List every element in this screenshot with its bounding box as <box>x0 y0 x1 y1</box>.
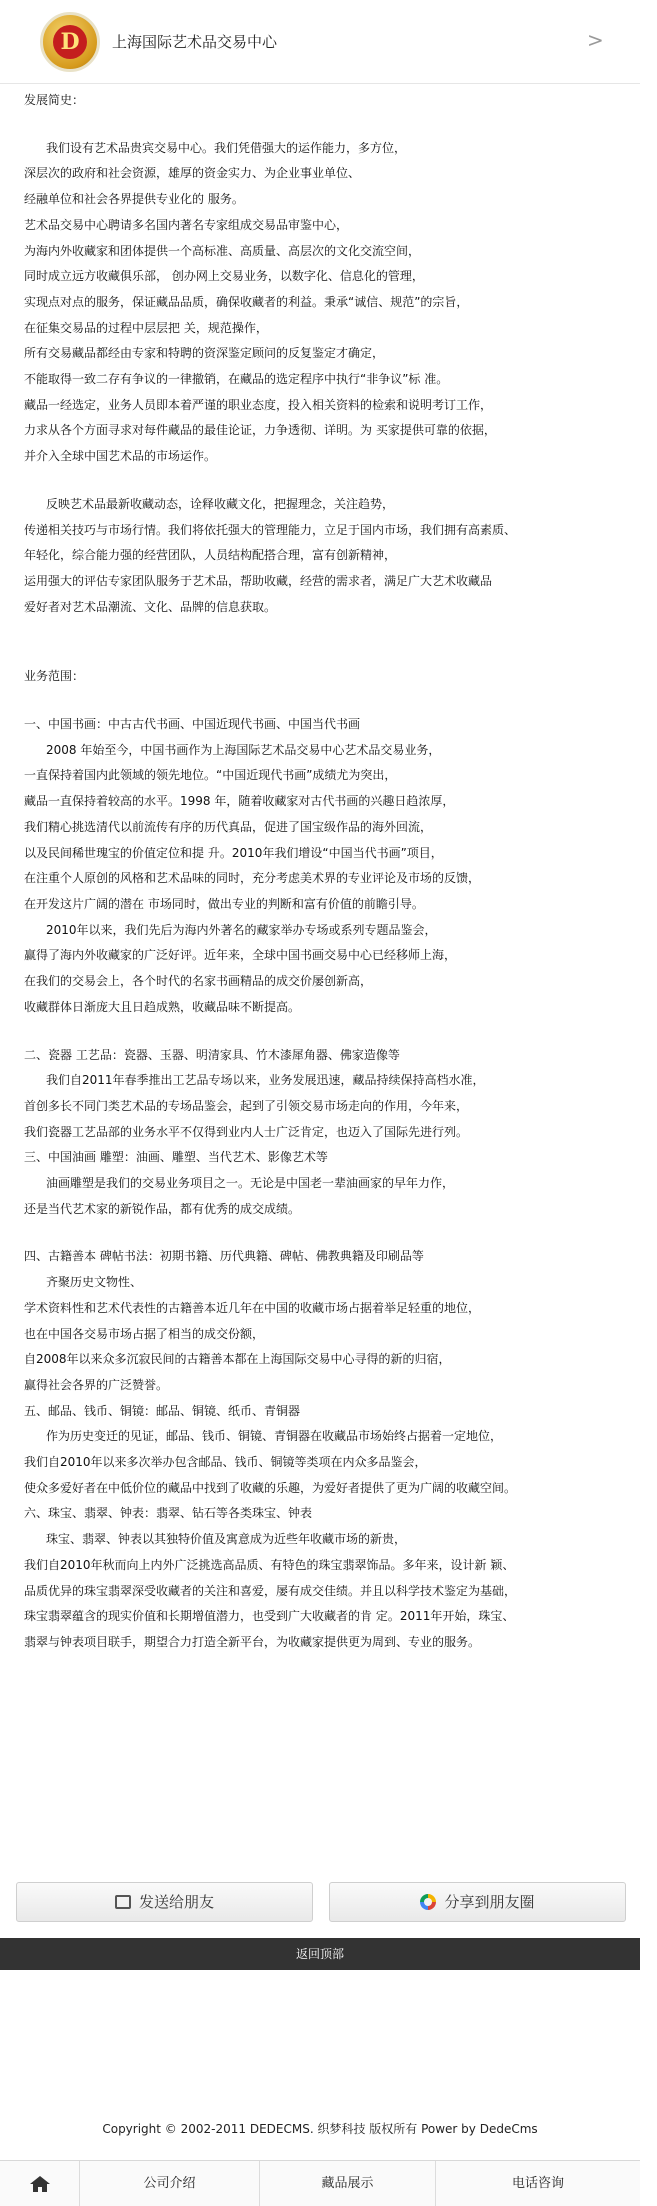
text-line: 赢得社会各界的广泛赞誉。 <box>24 1377 169 1392</box>
text-line: 珠宝翡翠蕴含的现实价值和长期增值潜力，也受到广大收藏者的肯 定。2011年开始，珠宝、 <box>24 1609 515 1624</box>
section-2-body <box>24 1068 624 1145</box>
text-line: 实现点对点的服务，保证藏品品质，确保收藏者的利益。秉承“诚信、规范”的宗旨， <box>24 294 469 309</box>
text-line: 在我们的交易会上，各个时代的名家书画精品的成交价屡创新高， <box>24 974 373 989</box>
text-line: 为海内外收藏家和团体提供一个高标准、高质量、高层次的文化交流空间， <box>24 243 421 258</box>
text-line: 我们自2010年秋而向上内外广泛挑选高品质、有特色的珠宝翡翠饰品。多年来，设计新 颖、 <box>24 1557 515 1572</box>
text-line: 2010年以来，我们先后为海内外著名的藏家举办专场或系列专题品鉴会， <box>46 922 437 937</box>
section-3-body <box>24 1171 624 1222</box>
share-send-icon <box>115 1895 131 1909</box>
site-title: 上海国际艺术品交易中心 <box>112 33 278 51</box>
nav-home[interactable] <box>0 2161 80 2206</box>
text-line: 我们自2011年春季推出工艺品专场以来，业务发展迅速，藏品持续保持高档水准， <box>46 1073 485 1088</box>
section-1-body <box>24 738 624 1021</box>
header <box>0 0 640 84</box>
text-line: 爱好者对艺术品潮流、文化、品牌的信息获取。 <box>24 599 277 614</box>
section-1-title: 一、中国书画：中古古代书画、中国近现代书画、中国当代书画 <box>24 717 361 732</box>
text-line: 在征集交易品的过程中层层把 关，规范操作， <box>24 320 268 335</box>
text-line: 首创多长不同门类艺术品的专场品鉴会，起到了引领交易市场走向的作用，今年来， <box>24 1098 469 1113</box>
text-line: 深层次的政府和社会资源，雄厚的资金实力、为企业事业单位、 <box>24 166 361 181</box>
text-line: 藏品一经选定，业务人员即本着严谨的职业态度，投入相关资料的检索和说明考订工作， <box>24 397 493 412</box>
text-line: 传递相关技巧与市场行情。我们将依托强大的管理能力，立足于国内市场，我们拥有高素质、 <box>24 522 517 537</box>
text-line: 在注重个人原创的风格和艺术品味的同时，充分考虑美术界的专业评论及市场的反馈， <box>24 871 481 886</box>
scope-title: 业务范围： <box>24 669 85 684</box>
text-line: 还是当代艺术家的新锐作品，都有优秀的成交成绩。 <box>24 1201 301 1216</box>
text-line: 我们自2010年以来多次举办包含邮品、钱币、铜镜等类项在内众多品鉴会， <box>24 1455 427 1470</box>
text-line: 使众多爱好者在中低价位的藏品中找到了收藏的乐趣，为爱好者提供了更为广阔的收藏空间。 <box>24 1480 517 1495</box>
send-to-friend-button[interactable] <box>16 1882 313 1922</box>
section-5-body <box>24 1424 624 1501</box>
share-row <box>16 1882 626 1922</box>
share-moments-label: 分享到朋友圈 <box>444 1893 535 1911</box>
section-6-title: 六、珠宝、翡翠、钟表：翡翠、钻石等各类珠宝、钟表 <box>24 1506 313 1521</box>
text-line: 所有交易藏品都经由专家和特聘的资深鉴定顾问的反复鉴定才确定， <box>24 346 385 361</box>
text-line: 我们设有艺术品贵宾交易中心。我们凭借强大的运作能力，多方位， <box>46 140 407 155</box>
site-logo[interactable] <box>40 12 100 72</box>
text-line: 收藏群体日渐庞大且日趋成熟，收藏品味不断提高。 <box>24 999 301 1014</box>
text-line: 我们精心挑选清代以前流传有序的历代真品，促进了国宝级作品的海外回流， <box>24 819 433 834</box>
home-icon <box>29 2175 51 2193</box>
section-5-title: 五、邮品、钱币、铜镜：邮品、铜镜、纸币、青铜器 <box>24 1403 301 1418</box>
text-line: 艺术品交易中心聘请多名国内著名专家组成交易品审鉴中心， <box>24 217 349 232</box>
text-line: 并介入全球中国艺术品的市场运作。 <box>24 449 217 464</box>
copyright-text: Copyright © 2002-2011 DEDECMS. 织梦科技 版权所有 Power by DedeCms <box>102 2122 538 2136</box>
history-paragraph-1 <box>24 136 624 470</box>
article-content <box>24 88 624 1656</box>
back-to-top-button[interactable]: 返回顶部 <box>0 1938 640 1970</box>
section-2-title: 二、瓷器 工艺品：瓷器、玉器、明清家具、竹木漆犀角器、佛家造像等 <box>24 1047 400 1062</box>
nav-company-intro[interactable]: 公司介绍 <box>80 2161 260 2206</box>
section-4-title: 四、古籍善本 碑帖书法：初期书籍、历代典籍、碑帖、佛教典籍及印刷品等 <box>24 1249 424 1264</box>
text-line: 反映艺术品最新收藏动态，诠释收藏文化，把握理念，关注趋势， <box>46 496 395 511</box>
text-line: 力求从各个方面寻求对每件藏品的最佳论证，力争透彻、详明。为 买家提供可靠的依据， <box>24 423 496 438</box>
text-line: 赢得了海内外收藏家的广泛好评。近年来，全球中国书画交易中心已经移师上海， <box>24 948 457 963</box>
text-line: 藏品一直保持着较高的水平。1998 年，随着收藏家对古代书画的兴趣日趋浓厚， <box>24 794 455 809</box>
bottom-nav <box>0 2160 640 2206</box>
text-line: 年轻化，综合能力强的经营团队，人员结构配搭合理，富有创新精神， <box>24 548 397 563</box>
text-line: 以及民间稀世瑰宝的价值定位和提 升。2010年我们增设“中国当代书画”项目， <box>24 845 443 860</box>
section-3-title: 三、中国油画 雕塑：油画、雕塑、当代艺术、影像艺术等 <box>24 1150 328 1165</box>
text-line: 珠宝、翡翠、钟表以其独特价值及寓意成为近些年收藏市场的新贵， <box>46 1532 407 1547</box>
logo-emblem: D <box>53 25 87 59</box>
text-line: 作为历史变迁的见证，邮品、钱币、铜镜、青铜器在收藏品市场始终占据着一定地位， <box>46 1429 503 1444</box>
text-line: 油画雕塑是我们的交易业务项目之一。无论是中国老一辈油画家的早年力作， <box>46 1176 455 1191</box>
text-line: 学术资料性和艺术代表性的古籍善本近几年在中国的收藏市场占据着举足轻重的地位， <box>24 1300 481 1315</box>
text-line: 一直保持着国内此领域的领先地位。“中国近现代书画”成绩尤为突出， <box>24 768 397 783</box>
nav-phone-consult[interactable]: 电话咨询 <box>511 2176 564 2191</box>
text-line: 也在中国各交易市场占据了相当的成交份额， <box>24 1326 265 1341</box>
history-title: 发展简史： <box>24 93 85 107</box>
text-line: 在开发这片广阔的潜在 市场同时，做出专业的判断和富有价值的前瞻引导。 <box>24 896 424 911</box>
moments-icon <box>420 1894 436 1910</box>
send-to-friend-label: 发送给朋友 <box>138 1893 214 1911</box>
text-line: 我们瓷器工艺品部的业务水平不仅得到业内人士广泛肯定，也迈入了国际先进行列。 <box>24 1124 469 1139</box>
text-line: 运用强大的评估专家团队服务于艺术品，帮助收藏，经营的需求者，满足广大艺术收藏品 <box>24 573 493 588</box>
text-line: 齐聚历史文物性、 <box>46 1275 143 1290</box>
history-paragraph-2 <box>24 492 624 621</box>
text-line: 不能取得一致二存有争议的一律撤销，在藏品的选定程序中执行“非争议”标 准。 <box>24 372 449 387</box>
text-line: 自2008年以来众多沉寂民间的古籍善本都在上海国际交易中心寻得的新的归宿， <box>24 1352 451 1367</box>
text-line: 同时成立远方收藏俱乐部， 创办网上交易业务，以数字化、信息化的管理， <box>24 269 424 284</box>
section-6-body <box>24 1527 624 1656</box>
share-moments-button[interactable] <box>329 1882 626 1922</box>
text-line: 翡翠与钟表项目联手，期望合力打造全新平台，为收藏家提供更为周到、专业的服务。 <box>24 1634 481 1649</box>
text-line: 经融单位和社会各界提供专业化的 服务。 <box>24 192 244 207</box>
section-4-body <box>24 1270 624 1399</box>
text-line: 2008 年始至今，中国书画作为上海国际艺术品交易中心艺术品交易业务， <box>46 742 441 757</box>
text-line: 品质优异的珠宝翡翠深受收藏者的关注和喜爱，屡有成交佳绩。并且以科学技术鉴定为基础， <box>24 1583 517 1598</box>
chevron-right-icon[interactable]: > <box>587 28 604 52</box>
nav-collection-showcase[interactable]: 藏品展示 <box>260 2161 436 2206</box>
